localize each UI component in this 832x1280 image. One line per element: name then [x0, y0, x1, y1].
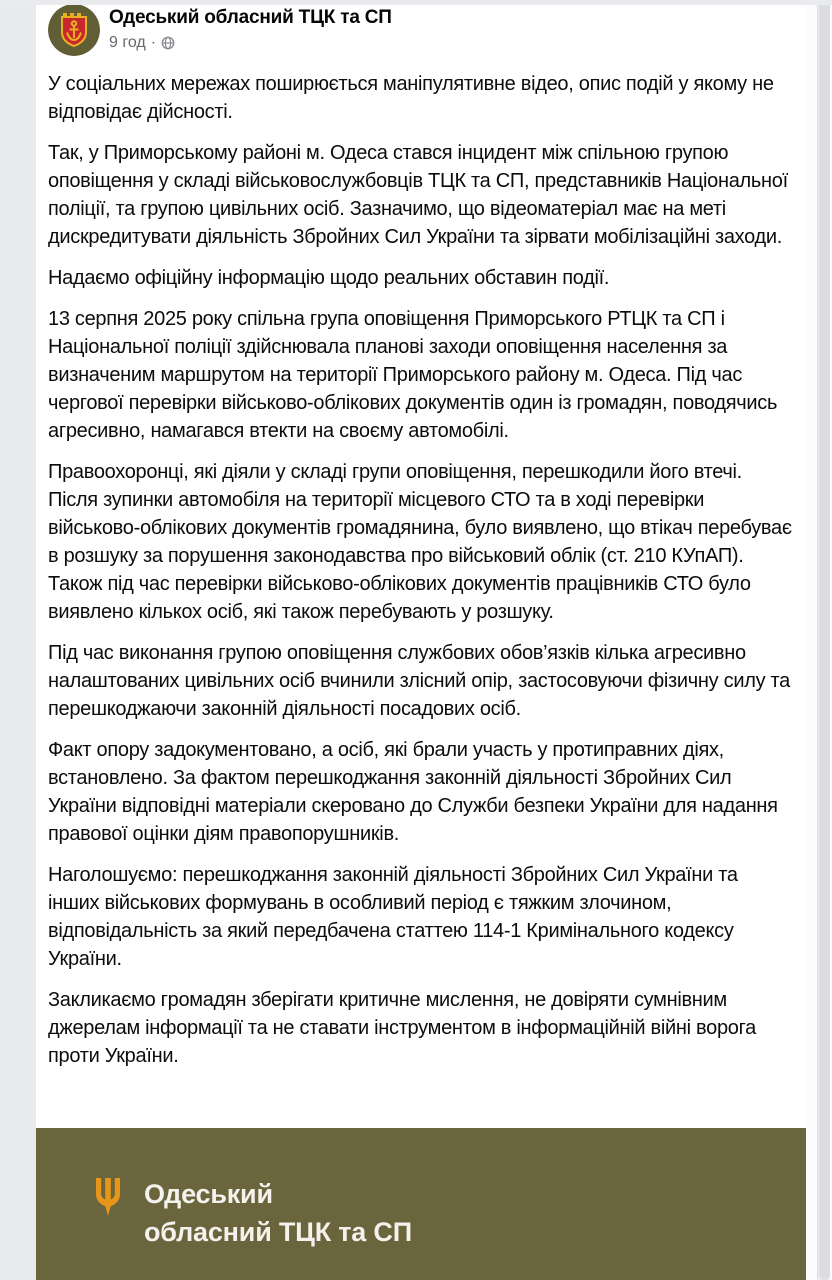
post-image-banner[interactable] [36, 1128, 806, 1280]
banner-title-line1: Одеський [144, 1179, 273, 1209]
meta-separator: · [150, 34, 157, 51]
banner-logo-lockup [94, 1175, 412, 1251]
post-paragraph: Факт опору задокументовано, а осіб, які брали участь у протиправних діях, встановлено. За фактом перешкоджання законній діяльності Збройних Сил України відповідні матеріали скеровано до Служби безпеки України для надання правової оцінки діям правопорушників. [48, 739, 778, 845]
odesa-coat-of-arms-icon [62, 13, 86, 46]
banner-title-line2: обласний ТЦК та СП [144, 1217, 412, 1247]
header-meta [109, 4, 392, 52]
post-timestamp[interactable]: 9 год [109, 34, 146, 51]
post-card [36, 0, 806, 1280]
post-text [36, 62, 806, 1128]
scrollbar-track[interactable] [817, 0, 830, 1280]
post-paragraph: 13 серпня 2025 року спільна група оповіщення Приморського РТЦК та СП і Національної поліції здійснювала планові заходи оповіщення населення за визначеним маршрутом на території Приморського району м. Одеса. Під час чергової перевірки військово-облікових документів один із громадян, поводячись агресивно, намагався втекти на своєму автомобілі. [48, 308, 778, 442]
post-paragraph: У соціальних мережах поширюється маніпулятивне відео, опис подій у якому не відповідає дійсності. [48, 73, 774, 123]
right-rail [806, 0, 832, 1280]
page-name-link[interactable]: Одеський обласний ТЦК та СП [109, 7, 392, 28]
scrollbar-thumb[interactable] [819, 0, 830, 1280]
post-paragraph: Закликаємо громадян зберігати критичне мислення, не довіряти сумнівним джерелам інформації та не ставати інструментом в інформаційній війні ворога проти України. [48, 989, 756, 1067]
post-paragraph: Наголошуємо: перешкоджання законній діяльності Збройних Сил України та інших військових формувань в особливий період є тяжким злочином, відповідальність за який передбачена статтею 114-1 Кримінального кодексу України. [48, 864, 738, 970]
post-meta-line [109, 34, 392, 52]
left-gutter [0, 0, 36, 1280]
banner-title [144, 1175, 412, 1251]
post-paragraph: Так, у Приморському районі м. Одеса стався інцидент між спільною групою оповіщення у складі військовослужбовців ТЦК та СП, представників Національної поліції, та групою цивільних осіб. Зазначимо, що відеоматеріал має на меті дискредитувати діяльність Збройних Сил України та зірвати мобілізаційні заходи. [48, 142, 788, 248]
globe-public-icon [161, 36, 175, 50]
post-paragraph: Правоохоронці, які діяли у складі групи оповіщення, перешкодили його втечі. Після зупинки автомобіля на території місцевого СТО та в ході перевірки військово-облікових документів громадянина, було виявлено, що втікач перебуває в розшуку за порушення законодавства про військовий облік (ст. 210 КУпАП). Також під час перевірки військово-облікових документів працівників СТО було виявлено кількох осіб, які також перебувають у розшуку. [48, 461, 792, 623]
post-header [36, 4, 806, 62]
page-avatar[interactable] [48, 4, 100, 56]
post-paragraph: Під час виконання групою оповіщення службових обов’язків кілька агресивно налаштованих цивільних осіб вчинили злісний опір, застосовуючи фізичну силу та перешкоджаючи законній діяльності посадових осіб. [48, 642, 790, 720]
tryzub-trident-icon [94, 1177, 122, 1217]
post-paragraph: Надаємо офіційну інформацію щодо реальних обставин події. [48, 267, 610, 289]
top-margin-strip [0, 0, 832, 5]
